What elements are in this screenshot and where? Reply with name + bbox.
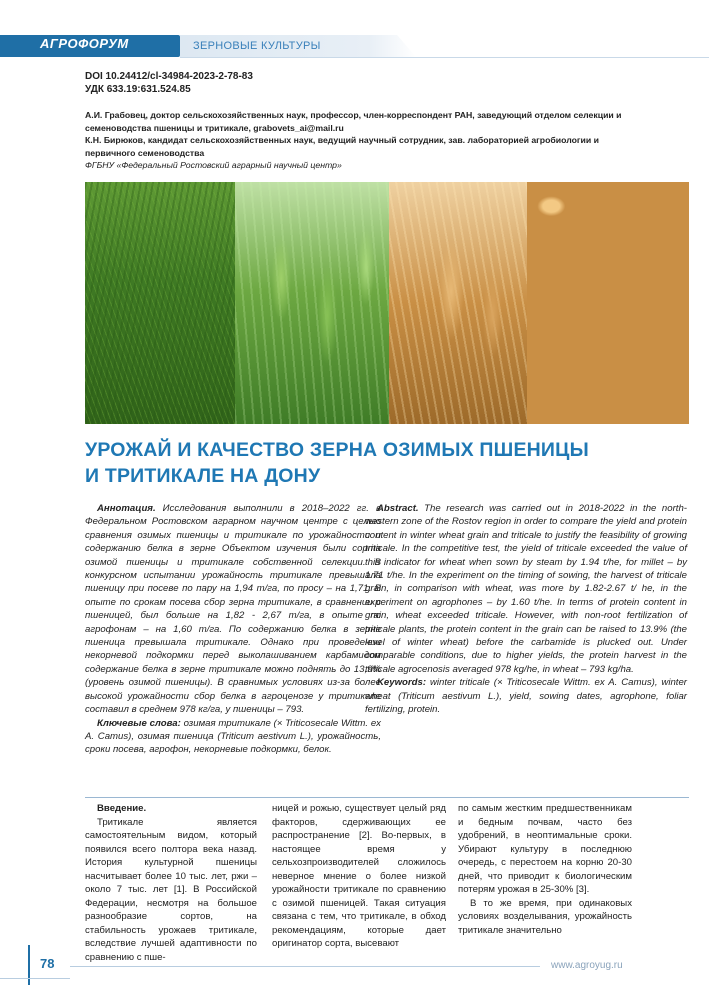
photo-green-seedlings (85, 182, 235, 424)
body-paragraph-4: В то же время, при одинаковых условиях возделывания, урожайность тритикале значительно (458, 897, 632, 936)
authors-block (85, 109, 645, 172)
abstract-en (365, 502, 687, 717)
affiliation: ФГБНУ «Федеральный Ростовский аграрный научный центр» (85, 160, 342, 170)
body-column-1 (85, 802, 257, 964)
udk: УДК 633.19:631.524.85 (85, 84, 191, 95)
footer-rule (70, 966, 540, 967)
footer-rule-left (0, 978, 70, 979)
footer-accent-bar (28, 945, 30, 985)
section-name: ЗЕРНОВЫЕ КУЛЬТУРЫ (193, 40, 321, 52)
author-2: К.Н. Бирюков, кандидат сельскохозяйственных наук, ведущий научный сотрудник, зав. лабораторией агробиологии и первичного семеноводства (85, 135, 599, 158)
photo-strip (85, 182, 689, 424)
title-line-1: УРОЖАЙ И КАЧЕСТВО ЗЕРНА ОЗИМЫХ ПШЕНИЦЫ (85, 439, 589, 461)
keywords-ru-text: озимая тритикале (× Triticosecale Wittm. ex A. Camus), озимая пшеница (Triticum aestivum L.), урожайность, сроки посева, агрофон, некорневые подкормки, белок. (85, 717, 381, 756)
photo-green-wheat-ears (235, 182, 389, 424)
website-link[interactable]: www.agroyug.ru (551, 960, 623, 971)
header-rule (180, 57, 709, 58)
intro-heading: Введение. (97, 803, 147, 814)
body-paragraph-3: по самым жестким предшественникам и бедным почвам, часто без удобрений, в неоптимальные сроки. Убирают культуру в последнюю очередь, с перестоем на корню 20-30 дней, что приводит к биологическим потерям урожая в 25-30% [3]. (458, 803, 632, 895)
keywords-ru-label: Ключевые слова: (97, 717, 181, 729)
photo-ripe-wheat-ears (389, 182, 527, 424)
author-1: А.И. Грабовец, доктор сельскохозяйственных наук, профессор, член-корреспондент РАН, заведующий отделом селекции и семеноводства пшеницы и тритикале, grabovets_ai@mail.ru (85, 110, 622, 133)
abstract-ru (85, 502, 381, 757)
abstract-en-label: Abstract. (377, 503, 419, 514)
journal-header (0, 33, 709, 59)
page-number: 78 (40, 956, 55, 971)
photo-wheat-grains (527, 182, 689, 424)
doi-block (85, 70, 253, 96)
body-paragraph-2: ницей и рожью, существует целый ряд факторов, сдерживающих ее распространение [2]. Во-первых, в настоящее время у сельхозпроизводителей сложилось неверное мнение о более низкой урожайности тритикале по сравнению с озимой пшеницей. Такая ситуация связана с тем, что тритикале, в обход рекомендациям, которые дает оригинатор сорта, высевают (272, 803, 446, 949)
abstract-ru-text: Исследования выполнили в 2018–2022 гг. в Федеральном Ростовском аграрном научном центре с целью сравнения озимых пшеницы и тритикале по урожайности и содержанию белка в зерне Объектом изучения были сорта озимой пшеницы и тритикале собственной селекции. В конкурсном испытании урожайность тритикале превышала пшеницу при посеве по пару на 1,94 т/га, по просу – на 1,71. В опыте по срокам посева сбор зерна тритикале, в сравнении с пшеницей, был больше на 1,82 - 2,67 т/га, в опыте по агрофонам – на 1,60 т/га. По содержанию белка в зерне пшеница превышала тритикале. Однако при проведении некорневой подкормки перед выколашиванием карбамидом содержание белка в зерне тритикале можно поднять до 13,9% (уровень озимой пшеницы). В сравнимых условиях из-за более высокой урожайности сбор белка в агроценозе у тритикале составил в среднем 978 кг/га, у пшеницы – 793. (85, 503, 381, 716)
abstract-en-text: The research was carried out in 2018-2022 in the north-western zone of the Rostov region in order to compare the yield and protein content in winter wheat grain and triticale to justify the feasibility of growing triticale. In the competitive test, the yield of triticale exceeded the value of this indicator for wheat when sown by steam by 1.94 t/he, for millet – by 1.71 t/he. In the experiment on the timing of sowing, the harvest of triticale grain, in comparison with wheat, was more by 1.82-2.67 t/ he, in the experiment on agrophones – by 1.60 t/he. In terms of protein content in grain, wheat exceeded triticale. However, with non-root fertilization of triticale plants, the protein content in the grain can be raised to 13.9% (the level of winter wheat) before the carbamide is plucked out. Under comparable conditions, due to higher yields, the protein harvest in the triticale agrocenosis averaged 978 kg/he, in wheat – 793 kg/ha. (365, 503, 687, 675)
keywords-en-text: winter triticale (× Triticosecale Wittm. ex A. Camus), winter wheat (Triticum aestivum L.), yield, sowing dates, agrophone, foliar fertilizing, protein. (365, 677, 687, 716)
body-column-3 (458, 802, 632, 937)
title-line-2: И ТРИТИКАЛЕ НА ДОНУ (85, 465, 321, 487)
body-paragraph-1: Тритикале является самостоятельным видом, который появился всего полтора века назад. История культурной пшеницы насчитывает более 10 тыс. лет, ржи – около 7 тыс. лет [1]. В Российской Федерации, несмотря на большое разнообразие сортов, на стабильность урожаев тритикале, вследствие лучшей адаптивности по сравнению с пше- (85, 816, 257, 963)
journal-logo: АГРОФОРУМ (40, 36, 129, 51)
keywords-en-label: Keywords: (377, 677, 427, 689)
article-title (85, 437, 685, 489)
abstract-ru-label: Аннотация. (97, 503, 156, 514)
body-column-2 (272, 802, 446, 951)
doi: DOI 10.24412/cl-34984-2023-2-78-83 (85, 71, 253, 82)
section-divider (85, 797, 689, 798)
